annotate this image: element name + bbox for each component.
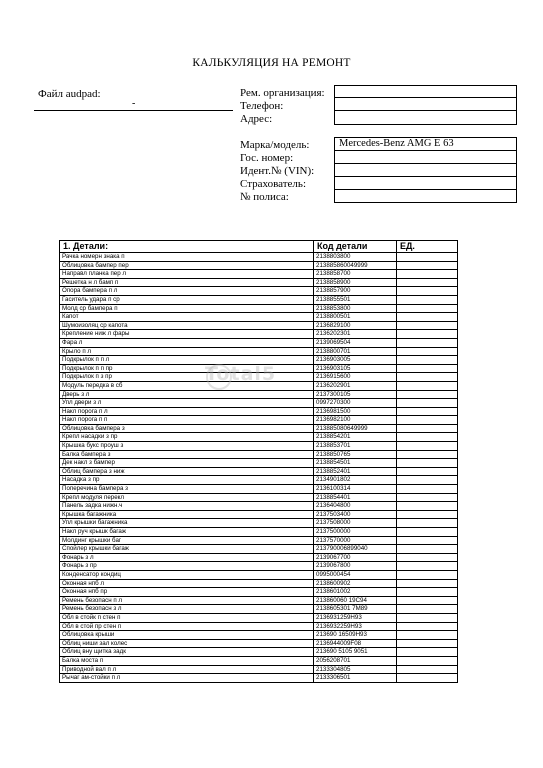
table-row: [60, 295, 458, 304]
vin-field[interactable]: [334, 163, 517, 177]
part-unit-cell: [397, 639, 458, 648]
part-unit-cell: [397, 330, 458, 339]
address-field[interactable]: [334, 110, 517, 125]
part-code-cell: 2138858700: [314, 270, 397, 279]
table-row: [60, 338, 458, 347]
part-name-cell: Конденсатор кондиц: [60, 570, 314, 579]
part-name-cell: Ремень безопасн з л: [60, 605, 314, 614]
part-code-cell: 2138605301 7M89: [314, 605, 397, 614]
table-row: [60, 570, 458, 579]
table-row: [60, 270, 458, 279]
part-name-cell: Крышка багажника: [60, 510, 314, 519]
table-row: [60, 416, 458, 425]
part-code-cell: 213885080649999: [314, 424, 397, 433]
part-unit-cell: [397, 674, 458, 683]
part-name-cell: Крепление ниж л фары: [60, 330, 314, 339]
part-name-cell: Модуль передка в сб: [60, 381, 314, 390]
part-unit-cell: [397, 596, 458, 605]
part-unit-cell: [397, 476, 458, 485]
part-code-cell: 2138857900: [314, 287, 397, 296]
part-name-cell: Рачка номерн знака п: [60, 253, 314, 262]
table-row: [60, 390, 458, 399]
part-code-cell: 2138853800: [314, 304, 397, 313]
part-unit-cell: [397, 656, 458, 665]
make-model-field[interactable]: Mercedes-Benz AMG E 63: [334, 137, 517, 151]
part-code-cell: 2138854401: [314, 493, 397, 502]
table-row: [60, 588, 458, 597]
part-code-cell: 213690 5105 9051: [314, 648, 397, 657]
part-name-cell: Облицовка бампер пер: [60, 261, 314, 270]
part-code-cell: 2136404800: [314, 502, 397, 511]
table-row: [60, 648, 458, 657]
table-row: [60, 356, 458, 365]
part-unit-cell: [397, 450, 458, 459]
part-unit-cell: [397, 364, 458, 373]
part-unit-cell: [397, 321, 458, 330]
part-code-cell: 2137503400: [314, 510, 397, 519]
address-label: Адрес:: [240, 113, 273, 125]
part-code-cell: 2136100314: [314, 485, 397, 494]
part-name-cell: Накл порога п п: [60, 416, 314, 425]
part-name-cell: Обл в стой пр стен п: [60, 622, 314, 631]
part-unit-cell: [397, 545, 458, 554]
part-unit-cell: [397, 648, 458, 657]
part-code-cell: 2137508000: [314, 519, 397, 528]
part-unit-cell: [397, 381, 458, 390]
gos-number-label: Гос. номер:: [240, 152, 294, 164]
part-name-cell: Дверь з л: [60, 390, 314, 399]
part-name-cell: Облицовка крыши: [60, 631, 314, 640]
part-name-cell: Насадка з пр: [60, 476, 314, 485]
table-row: [60, 321, 458, 330]
table-row: [60, 562, 458, 571]
part-name-cell: Балка бампера з: [60, 450, 314, 459]
part-name-cell: Облиц вну щитка задк: [60, 648, 314, 657]
part-name-cell: Дек накл з бампер: [60, 459, 314, 468]
table-row: [60, 381, 458, 390]
vin-label: Идент.№ (VIN):: [240, 165, 315, 177]
part-name-cell: Поперечина бампера з: [60, 485, 314, 494]
part-name-cell: Накл порога п л: [60, 407, 314, 416]
part-code-cell: 2133306501: [314, 674, 397, 683]
part-code-cell: 2137500000: [314, 528, 397, 537]
part-code-cell: 213885860049999: [314, 261, 397, 270]
part-unit-cell: [397, 399, 458, 408]
table-row: [60, 579, 458, 588]
phone-field[interactable]: [334, 97, 517, 111]
table-row: [60, 596, 458, 605]
part-code-cell: 213690 16509H93: [314, 631, 397, 640]
part-name-cell: Облиц ниши зал колес: [60, 639, 314, 648]
part-name-cell: Облиц бампера з ниж: [60, 467, 314, 476]
part-code-cell: 2139067800: [314, 562, 397, 571]
part-unit-cell: [397, 579, 458, 588]
part-code-cell: 2138800701: [314, 347, 397, 356]
header-part-code: Код детали: [314, 241, 397, 253]
part-code-cell: 2136981500: [314, 407, 397, 416]
part-unit-cell: [397, 553, 458, 562]
part-code-cell: 2136202301: [314, 330, 397, 339]
part-name-cell: Крепл насадки з пр: [60, 433, 314, 442]
part-code-cell: 2138850765: [314, 450, 397, 459]
table-row: [60, 605, 458, 614]
part-unit-cell: [397, 373, 458, 382]
part-unit-cell: [397, 433, 458, 442]
part-unit-cell: [397, 605, 458, 614]
part-code-cell: 2139067700: [314, 553, 397, 562]
part-unit-cell: [397, 407, 458, 416]
table-row: [60, 304, 458, 313]
part-name-cell: Упл крышки багажника: [60, 519, 314, 528]
part-unit-cell: [397, 613, 458, 622]
table-row: [60, 622, 458, 631]
part-code-cell: 2136944009F08: [314, 639, 397, 648]
part-code-cell: 2139069504: [314, 338, 397, 347]
part-code-cell: 2138800501: [314, 313, 397, 322]
part-name-cell: Оконная нпб пр: [60, 588, 314, 597]
part-code-cell: 2138854201: [314, 433, 397, 442]
part-name-cell: Направл планка пер л: [60, 270, 314, 279]
part-unit-cell: [397, 665, 458, 674]
part-unit-cell: [397, 502, 458, 511]
part-name-cell: Накл руч крышк багаж: [60, 528, 314, 537]
part-unit-cell: [397, 459, 458, 468]
table-row: [60, 442, 458, 451]
table-row: [60, 253, 458, 262]
part-code-cell: 0995000454: [314, 570, 397, 579]
part-unit-cell: [397, 570, 458, 579]
gos-number-field[interactable]: [334, 150, 517, 164]
part-name-cell: Крепл модуля перекл: [60, 493, 314, 502]
part-name-cell: Спойлер крышки багаж: [60, 545, 314, 554]
parts-table: [59, 240, 458, 683]
table-row: [60, 373, 458, 382]
table-row: [60, 528, 458, 537]
part-unit-cell: [397, 356, 458, 365]
parts-table-body: [60, 253, 458, 683]
table-header-row: [60, 241, 458, 253]
part-unit-cell: [397, 510, 458, 519]
part-name-cell: Оконная нпб л: [60, 579, 314, 588]
part-unit-cell: [397, 631, 458, 640]
table-row: [60, 545, 458, 554]
table-row: [60, 399, 458, 408]
phone-label: Телефон:: [240, 100, 284, 112]
table-row: [60, 261, 458, 270]
part-name-cell: Приводной вал п л: [60, 665, 314, 674]
part-unit-cell: [397, 295, 458, 304]
part-code-cell: 2138803800: [314, 253, 397, 262]
part-unit-cell: [397, 304, 458, 313]
table-row: [60, 459, 458, 468]
part-code-cell: 2138600902: [314, 579, 397, 588]
table-row: [60, 665, 458, 674]
part-unit-cell: [397, 313, 458, 322]
table-row: [60, 330, 458, 339]
policy-label: № полиса:: [240, 191, 289, 203]
part-name-cell: Гаситель удара п ср: [60, 295, 314, 304]
part-code-cell: 0997270300: [314, 399, 397, 408]
part-name-cell: Крыло п л: [60, 347, 314, 356]
part-unit-cell: [397, 338, 458, 347]
table-row: [60, 656, 458, 665]
part-code-cell: 2136202901: [314, 381, 397, 390]
table-row: [60, 450, 458, 459]
part-code-cell: 2136931259H93: [314, 613, 397, 622]
part-code-cell: 213790006899040: [314, 545, 397, 554]
part-unit-cell: [397, 287, 458, 296]
file-label: Файл audpad:: [38, 88, 101, 100]
insurer-label: Страхователь:: [240, 178, 306, 190]
part-name-cell: Молд ср бампера п: [60, 304, 314, 313]
part-unit-cell: [397, 536, 458, 545]
table-row: [60, 485, 458, 494]
part-code-cell: 2138601002: [314, 588, 397, 597]
header-unit: ЕД.: [397, 241, 458, 253]
part-code-cell: 2137300105: [314, 390, 397, 399]
part-code-cell: 2136903005: [314, 356, 397, 365]
part-unit-cell: [397, 519, 458, 528]
part-name-cell: Подкрылок п з пр: [60, 373, 314, 382]
watermark: Total5: [205, 363, 277, 385]
rem-org-label: Рем. организация:: [240, 87, 325, 99]
part-name-cell: Капот: [60, 313, 314, 322]
table-row: [60, 639, 458, 648]
page-title: КАЛЬКУЛЯЦИЯ НА РЕМОНТ: [192, 57, 351, 69]
part-name-cell: Подкрылок п п л: [60, 356, 314, 365]
part-name-cell: Молдинг крышки баг: [60, 536, 314, 545]
part-name-cell: Облицовка бампера з: [60, 424, 314, 433]
part-code-cell: 2133304805: [314, 665, 397, 674]
part-name-cell: Шумоизоляц ср капота: [60, 321, 314, 330]
part-code-cell: 213860060 19C94: [314, 596, 397, 605]
part-unit-cell: [397, 622, 458, 631]
table-row: [60, 347, 458, 356]
part-name-cell: Решетка н л бамп п: [60, 278, 314, 287]
part-code-cell: 2056208701: [314, 656, 397, 665]
table-row: [60, 553, 458, 562]
table-row: [60, 313, 458, 322]
table-row: [60, 424, 458, 433]
part-name-cell: Подкрылок п п пр: [60, 364, 314, 373]
part-name-cell: Фонарь з л: [60, 553, 314, 562]
file-dash: -: [132, 98, 136, 109]
part-unit-cell: [397, 424, 458, 433]
table-row: [60, 476, 458, 485]
part-unit-cell: [397, 493, 458, 502]
part-name-cell: Панель задка нижн.ч: [60, 502, 314, 511]
part-unit-cell: [397, 253, 458, 262]
part-unit-cell: [397, 562, 458, 571]
table-row: [60, 502, 458, 511]
table-row: [60, 613, 458, 622]
part-unit-cell: [397, 347, 458, 356]
part-code-cell: 2138852401: [314, 467, 397, 476]
part-name-cell: Обл в стойк п стен п: [60, 613, 314, 622]
part-name-cell: Балка моста п: [60, 656, 314, 665]
part-unit-cell: [397, 261, 458, 270]
part-name-cell: Крышка букс проуш з: [60, 442, 314, 451]
part-code-cell: 2136829100: [314, 321, 397, 330]
table-row: [60, 536, 458, 545]
part-code-cell: 2134901802: [314, 476, 397, 485]
part-name-cell: Упл двери з л: [60, 399, 314, 408]
part-code-cell: 2138858900: [314, 278, 397, 287]
table-row: [60, 631, 458, 640]
table-row: [60, 278, 458, 287]
part-unit-cell: [397, 528, 458, 537]
part-unit-cell: [397, 588, 458, 597]
part-unit-cell: [397, 416, 458, 425]
table-row: [60, 287, 458, 296]
file-underline: [34, 110, 233, 111]
table-row: [60, 467, 458, 476]
part-code-cell: 2138853701: [314, 442, 397, 451]
part-code-cell: 2138854501: [314, 459, 397, 468]
part-code-cell: 2136932259H93: [314, 622, 397, 631]
table-row: [60, 510, 458, 519]
header-parts: 1. Детали:: [60, 241, 314, 253]
part-unit-cell: [397, 442, 458, 451]
part-name-cell: Фонарь з пр: [60, 562, 314, 571]
part-unit-cell: [397, 467, 458, 476]
table-row: [60, 519, 458, 528]
part-code-cell: 2136903105: [314, 364, 397, 373]
table-row: [60, 364, 458, 373]
part-name-cell: Опора бампера п л: [60, 287, 314, 296]
part-code-cell: 2137570000: [314, 536, 397, 545]
part-code-cell: 2136982100: [314, 416, 397, 425]
table-row: [60, 493, 458, 502]
part-unit-cell: [397, 270, 458, 279]
insurer-field[interactable]: [334, 176, 517, 190]
table-row: [60, 433, 458, 442]
policy-field[interactable]: [334, 189, 517, 203]
part-name-cell: Ремень безопасн п л: [60, 596, 314, 605]
table-row: [60, 407, 458, 416]
table-row: [60, 674, 458, 683]
part-code-cell: 2138855501: [314, 295, 397, 304]
part-unit-cell: [397, 278, 458, 287]
part-unit-cell: [397, 390, 458, 399]
part-code-cell: 2136915600: [314, 373, 397, 382]
part-name-cell: Рычаг ам-стойки п л: [60, 674, 314, 683]
make-model-label: Марка/модель:: [240, 139, 310, 151]
part-name-cell: Фара л: [60, 338, 314, 347]
part-unit-cell: [397, 485, 458, 494]
